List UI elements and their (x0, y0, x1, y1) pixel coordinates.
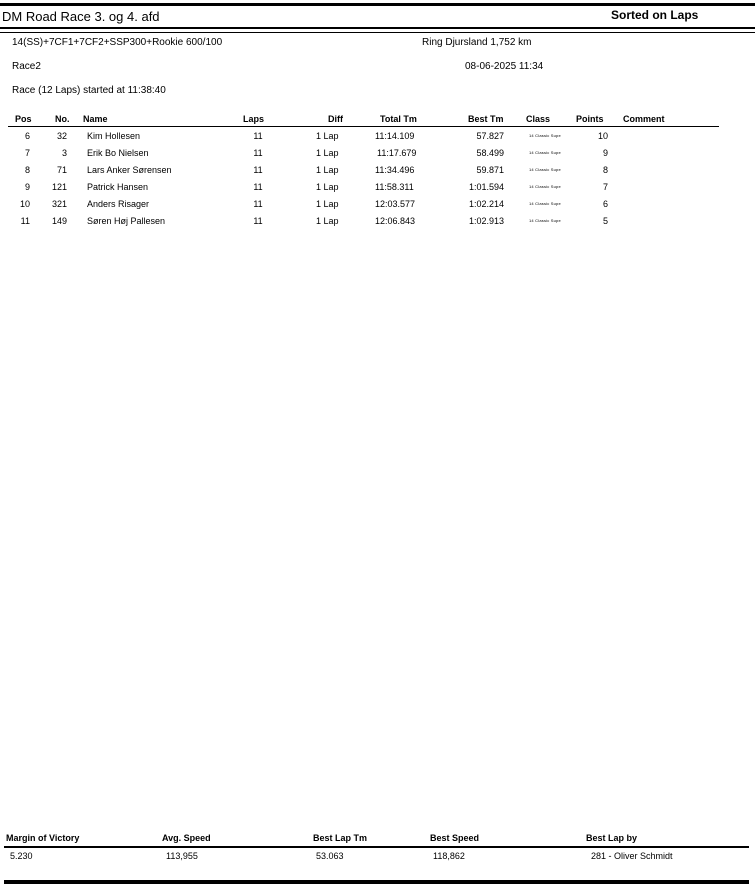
top-rule-thick (0, 3, 755, 6)
cell-best-time: 1:01.594 (468, 182, 504, 192)
cell-name: Kim Hollesen (87, 131, 141, 141)
avg-speed-label: Avg. Speed (162, 833, 211, 843)
cell-points: 8 (602, 165, 608, 175)
cell-pos: 7 (24, 148, 30, 158)
cell-class: 14 Classic Supe (529, 167, 561, 172)
best-speed-label: Best Speed (430, 833, 480, 843)
best-lap-by-label: Best Lap by (586, 833, 638, 843)
track-name: Ring Djursland 1,752 km (422, 37, 532, 48)
title-rule (0, 27, 755, 29)
cell-best-time: 1:02.214 (468, 199, 504, 209)
cell-diff: 1 Lap (316, 182, 339, 192)
col-best-time: Best Tm (468, 114, 504, 124)
race-info: Race (12 Laps) started at 11:38:40 (12, 85, 166, 96)
cell-class: 14 Classic Supe (529, 184, 561, 189)
cell-name: Patrick Hansen (87, 182, 149, 192)
cell-diff: 1 Lap (316, 131, 339, 141)
col-points: Points (576, 114, 604, 124)
event-title: DM Road Race 3. og 4. afd (2, 9, 160, 24)
race-name: Race2 (12, 61, 41, 72)
title-rule-thin (0, 32, 755, 33)
cell-diff: 1 Lap (316, 216, 339, 226)
cell-no: 32 (56, 131, 67, 141)
cell-name: Lars Anker Sørensen (87, 165, 172, 175)
cell-laps: 11 (253, 182, 263, 192)
col-comment: Comment (623, 114, 665, 124)
cell-class: 14 Classic Supe (529, 218, 561, 223)
best-lap-time-value: 53.063 (316, 851, 344, 861)
best-lap-by-value: 281 - Oliver Schmidt (591, 851, 673, 861)
col-diff: Diff (328, 114, 343, 124)
cell-no: 321 (51, 199, 67, 209)
cell-diff: 1 Lap (316, 199, 339, 209)
avg-speed-value: 113,955 (166, 851, 198, 861)
cell-best-time: 59.871 (476, 165, 504, 175)
cell-class: 14 Classic Supe (529, 133, 561, 138)
results-header-rule (8, 126, 719, 127)
cell-laps: 11 (253, 148, 263, 158)
cell-total-time: 11:17.679 (377, 148, 417, 158)
cell-class: 14 Classic Supe (529, 150, 561, 155)
cell-points: 6 (602, 199, 608, 209)
cell-name: Søren Høj Pallesen (87, 216, 166, 226)
cell-pos: 9 (24, 182, 30, 192)
margin-of-victory-label: Margin of Victory (6, 833, 80, 843)
cell-points: 9 (602, 148, 608, 158)
cell-total-time: 12:06.843 (375, 216, 416, 226)
col-no: No. (55, 114, 70, 124)
cell-laps: 11 (253, 216, 263, 226)
cell-no: 71 (56, 165, 67, 175)
cell-points: 5 (602, 216, 608, 226)
best-lap-time-label: Best Lap Tm (313, 833, 368, 843)
cell-points: 10 (597, 131, 608, 141)
cell-diff: 1 Lap (316, 148, 339, 158)
cell-name: Erik Bo Nielsen (87, 148, 149, 158)
cell-pos: 10 (19, 199, 30, 209)
cell-total-time: 11:58.311 (375, 182, 414, 192)
col-class: Class (526, 114, 551, 124)
best-speed-value: 118,862 (433, 851, 465, 861)
sort-label: Sorted on Laps (611, 8, 699, 22)
cell-best-time: 57.827 (476, 131, 504, 141)
cell-pos: 11 (20, 216, 30, 226)
cell-laps: 11 (253, 131, 263, 141)
cell-pos: 8 (24, 165, 30, 175)
bottom-rule-thick (4, 880, 749, 884)
cell-total-time: 11:14.109 (375, 131, 415, 141)
col-laps: Laps (243, 114, 265, 124)
cell-no: 3 (61, 148, 67, 158)
cell-laps: 11 (253, 199, 263, 209)
col-pos: Pos (15, 114, 32, 124)
cell-no: 149 (51, 216, 67, 226)
cell-diff: 1 Lap (316, 165, 339, 175)
cell-total-time: 11:34.496 (375, 165, 415, 175)
cell-best-time: 58.499 (476, 148, 504, 158)
cell-no: 121 (51, 182, 67, 192)
cell-pos: 6 (24, 131, 30, 141)
cell-class: 14 Classic Supe (529, 201, 561, 206)
race-date-time: 08-06-2025 11:34 (465, 61, 544, 72)
col-total-time: Total Tm (380, 114, 417, 124)
summary-rule (4, 846, 749, 848)
cell-laps: 11 (253, 165, 263, 175)
cell-name: Anders Risager (87, 199, 150, 209)
cell-points: 7 (602, 182, 608, 192)
cell-best-time: 1:02.913 (468, 216, 504, 226)
race-classes: 14(SS)+7CF1+7CF2+SSP300+Rookie 600/100 (12, 37, 223, 48)
cell-total-time: 12:03.577 (375, 199, 416, 209)
col-name: Name (83, 114, 108, 124)
margin-of-victory-value: 5.230 (10, 851, 33, 861)
